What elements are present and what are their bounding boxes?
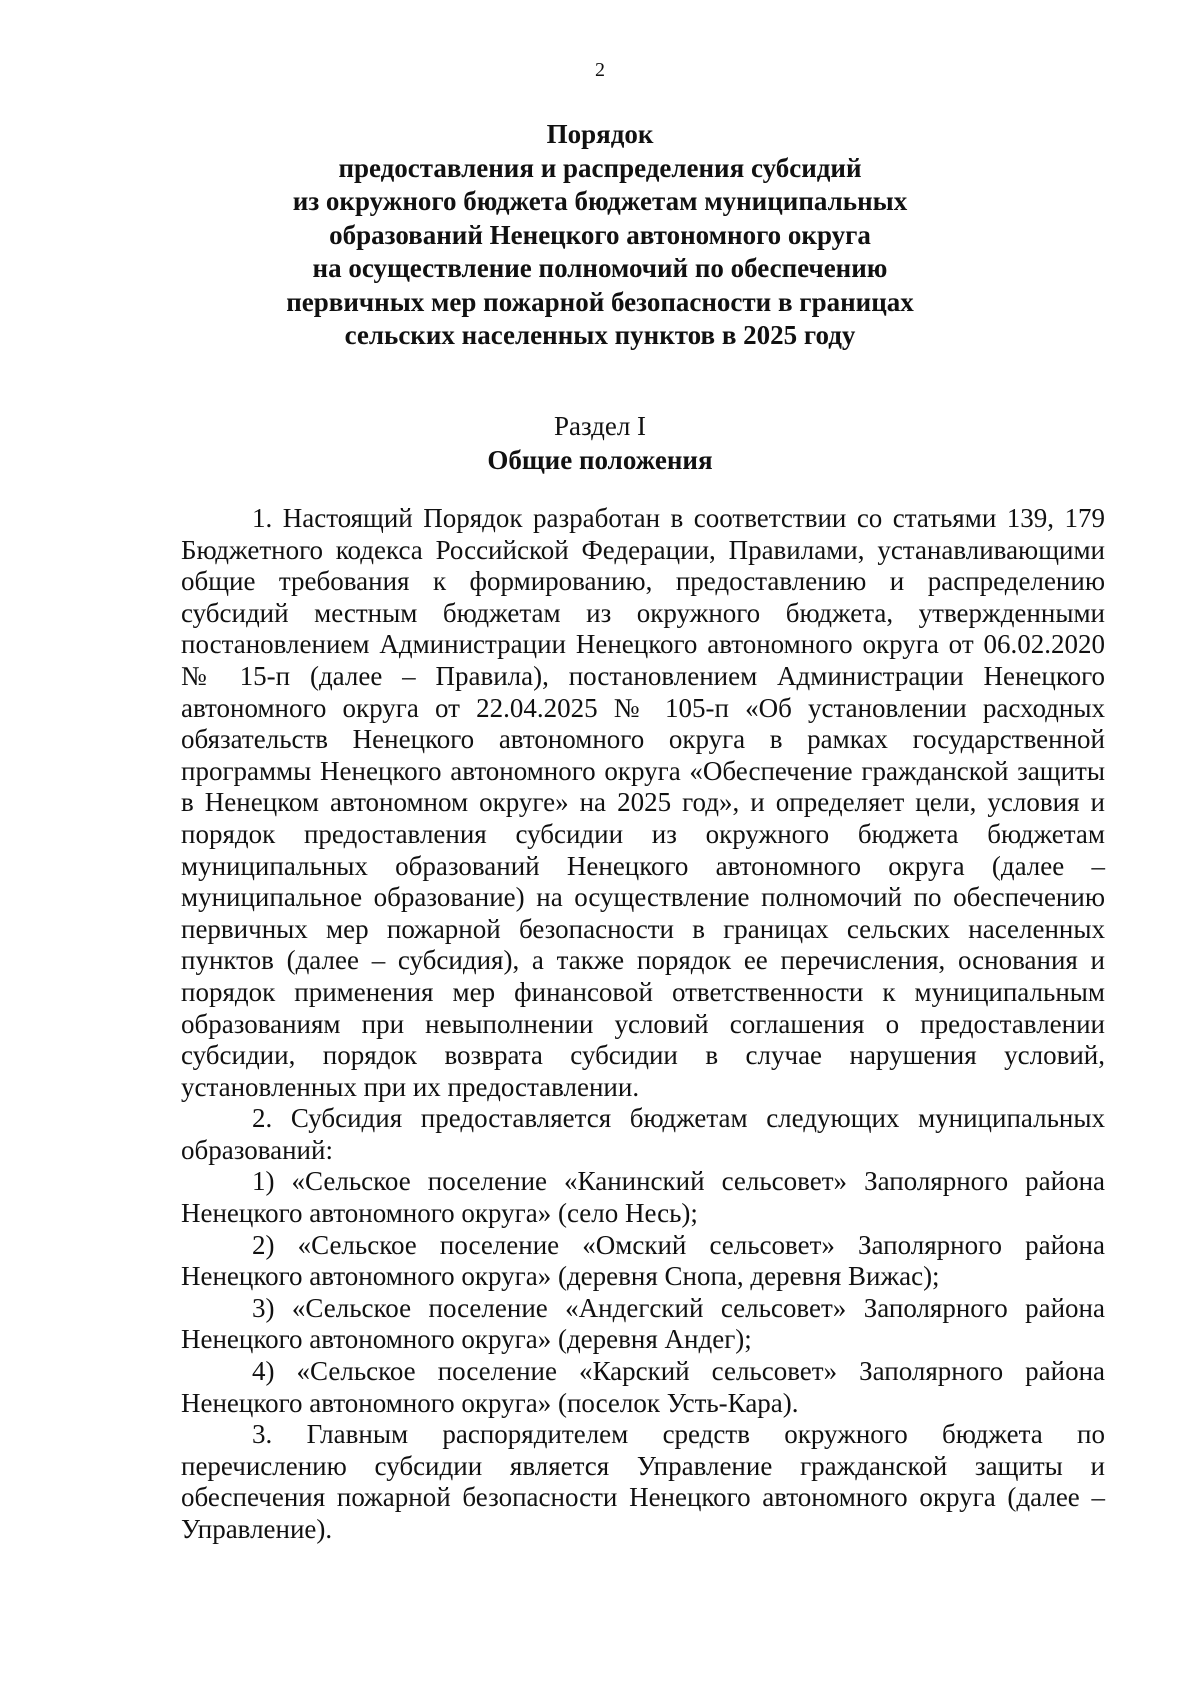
list-item: 3) «Сельское поселение «Андегский сельсовет» Заполярного района Ненецкого автономного округа» (деревня Андег); [181,1292,1105,1355]
list-item: 4) «Сельское поселение «Карский сельсовет» Заполярного района Ненецкого автономного округа» (поселок Усть-Кара). [181,1356,1105,1418]
list-item: 1) «Сельское поселение «Канинский сельсовет» Заполярного района Ненецкого автономного округа» (село Несь); [181,1166,1105,1229]
list-item: 2) «Сельское поселение «Омский сельсовет» Заполярного района Ненецкого автономного округа» (деревня Снопа, деревня Вижас); [181,1229,1105,1292]
paragraph-3: 3. Главным распорядителем средств окружного бюджета по перечислению субсидии является Управление гражданской защиты и обеспечения пожарной безопасности Ненецкого автономного округа (далее – Управление). [181,1419,1105,1544]
title-line: на осуществление полномочий по обеспечению [312,253,888,283]
title-line: Порядок [546,119,654,149]
section-number: Раздел I [553,411,647,441]
title-line: образований Ненецкого автономного округа [329,219,871,250]
page-number: 2 [595,59,605,81]
paragraph-2: 2. Субсидия предоставляется бюджетам следующих муниципальных образований: [181,1103,1105,1165]
document-title [0,118,1200,353]
title-line: сельских населенных пунктов в 2025 году [344,320,856,350]
section-heading [0,410,1200,477]
title-line: предоставления и распределения субсидий [338,152,862,183]
paragraph-1: 1. Настоящий Порядок разработан в соответствии со статьями 139, 179 Бюджетного кодекса Российской Федерации, Правилами, устанавливающими общие требования к формированию, предоставлению и распределению субсидий местным бюджетам из окружного бюджета, утвержденными постановлением Администрации Ненецкого автономного округа от 06.02.2020 № 15-п (далее – Правила), постановлением Администрации Ненецкого автономного округа от 22.04.2025 № 105-п «Об установлении расходных обязательств Ненецкого автономного округа в рамках государственной программы Ненецкого автономного округа «Обеспечение гражданской защиты в Ненецком автономном округе» на 2025 год», и определяет цели, условия и порядок предоставления субсидии из окружного бюджета бюджетам муниципальных образований Ненецкого автономного округа (далее – муниципальное образование) на осуществление полномочий по обеспечению первичных мер пожарной безопасности в границах сельских населенных пунктов (далее – субсидия), а также порядок ее перечисления, основания и порядок применения мер финансовой ответственности к муниципальным образованиям при невыполнении условий соглашения о предоставлении субсидии, порядок возврата субсидии в случае нарушения условий, установленных при их предоставлении. [181,503,1105,1102]
title-line: первичных мер пожарной безопасности в границах [286,286,914,317]
body-text [181,503,1105,1546]
section-title: Общие положения [487,444,713,475]
title-line: из окружного бюджета бюджетам муниципальных [292,186,908,216]
